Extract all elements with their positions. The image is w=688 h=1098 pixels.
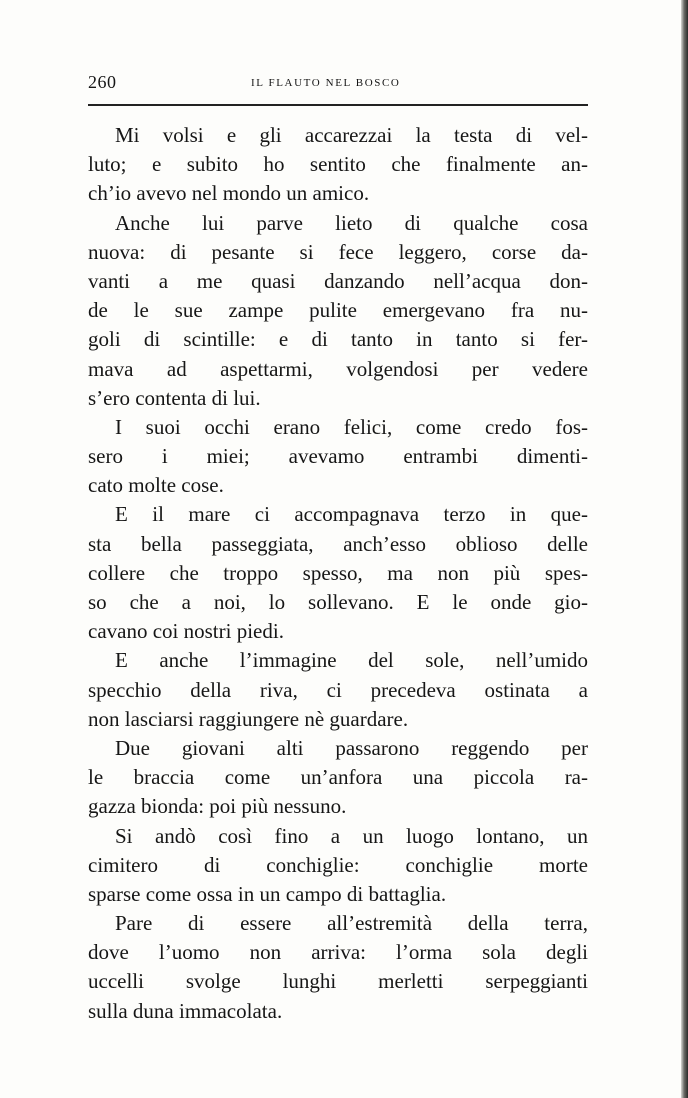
text-line: gazza bionda: poi più nessuno. <box>88 794 347 819</box>
text-line: Pare di essere all’estremità della terra, <box>115 911 588 936</box>
text-line: so che a noi, lo sollevano. E le onde gio- <box>88 590 588 614</box>
text-line: sero i miei; avevamo entrambi dimenti- <box>88 444 588 469</box>
text-line: nuova: di pesante si fece leggero, corse da- <box>88 239 588 264</box>
text-line: E anche l’immagine del sole, nell’umido <box>115 648 588 673</box>
text-line: uccelli svolge lunghi merletti serpeggianti <box>88 969 588 994</box>
text-line: vanti a me quasi danzando nell’acqua don- <box>88 268 588 293</box>
text-line: Anche lui parve lieto di qualche cosa <box>115 210 588 235</box>
text-line: Si andò così fino a un luogo lontano, un <box>115 823 588 848</box>
text-line: I suoi occhi erano felici, come credo fos- <box>115 414 588 439</box>
text-line: sparse come ossa in un campo di battaglia. <box>88 881 447 906</box>
text-line: ch’io avevo nel mondo un amico. <box>88 181 370 206</box>
text-line: de le sue zampe pulite emergevano fra nu- <box>88 298 588 323</box>
text-line: cato molte cose. <box>88 473 224 498</box>
running-title: IL FLAUTO NEL BOSCO <box>251 77 401 89</box>
text-line: dove l’uomo non arriva: l’orma sola degli <box>88 940 588 965</box>
text-line: mava ad aspettarmi, volgendosi per vedere <box>88 356 588 381</box>
text-line: le braccia come un’anfora una piccola ra- <box>88 765 588 790</box>
header-rule <box>88 104 588 106</box>
text-line: E il mare ci accompagnava terzo in que- <box>115 502 588 527</box>
text-line: non lasciarsi raggiungere nè guardare. <box>88 706 409 731</box>
text-line: goli di scintille: e di tanto in tanto si fer- <box>88 327 588 352</box>
body-text <box>88 121 588 1026</box>
text-line: collere che troppo spesso, ma non più spes- <box>88 560 588 585</box>
text-line: cimitero di conchiglie: conchiglie morte <box>88 852 588 877</box>
text-line: cavano coi nostri piedi. <box>88 619 284 644</box>
page-number: 260 <box>88 72 117 92</box>
text-line: luto; e subito ho sentito che finalmente an- <box>88 152 588 177</box>
page-binding-edge <box>681 0 688 1098</box>
text-line: sta bella passeggiata, anch’esso oblioso delle <box>88 531 588 556</box>
text-line: Due giovani alti passarono reggendo per <box>115 735 588 760</box>
text-line: Mi volsi e gli accarezzai la testa di vel- <box>115 123 588 147</box>
page-header <box>88 62 588 98</box>
text-line: specchio della riva, ci precedeva ostinata a <box>88 677 588 702</box>
text-line: sulla duna immacolata. <box>88 998 283 1023</box>
text-line: s’ero contenta di lui. <box>88 385 261 410</box>
